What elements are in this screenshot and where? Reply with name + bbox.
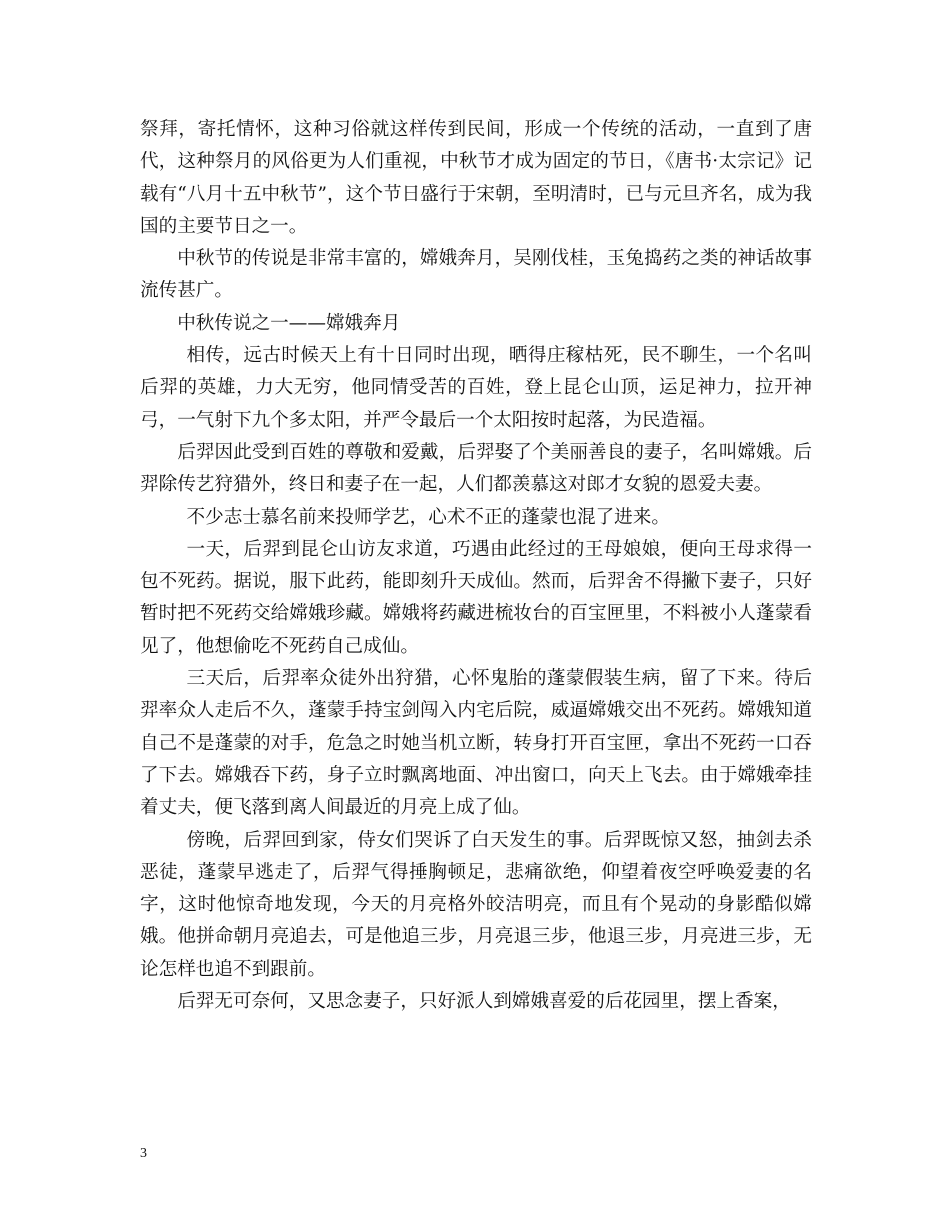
paragraph-continuation: 祭拜，寄托情怀，这种习俗就这样传到民间，形成一个传统的活动，一直到了唐代，这种祭月的风俗更为人们重视，中秋节才成为固定的节日，《唐书·太宗记》记载有“八月十五中秋节”，这个节日盛行于宋朝，至明清时，已与元旦齐名，成为我国的主要节日之一。 <box>140 119 812 237</box>
document-body <box>140 114 812 1018</box>
section-heading: 中秋传说之一——嫦娥奔月 <box>177 312 401 334</box>
page-number: 3 <box>140 1146 147 1161</box>
paragraph-change-flies: 三天后，后羿率众徒外出狩猎，心怀鬼胎的蓬蒙假装生病，留了下来。待后羿率众人走后不久，蓬蒙手持宝剑闯入内宅后院，威逼嫦娥交出不死药。嫦娥知道自己不是蓬蒙的对手，危急之时她当机立断，转身打开百宝匣，拿出不死药一口吞了下去。嫦娥吞下药，身子立时飘离地面、冲出窗口，向天上飞去。由于嫦娥牵挂着丈夫，便飞落到离人间最近的月亮上成了仙。 <box>140 668 812 819</box>
paragraph-incense-table: 后羿无可奈何，又思念妻子，只好派人到嫦娥喜爱的后花园里，摆上香案， <box>177 991 791 1013</box>
paragraph-pengmeng-joins: 不少志士慕名前来投师学艺，心术不正的蓬蒙也混了进来。 <box>186 506 670 528</box>
paragraph-ten-suns: 相传，远古时候天上有十日同时出现，晒得庄稼枯死，民不聊生，一个名叫后羿的英雄，力大无穷，他同情受苦的百姓，登上昆仑山顶，运足神力，拉开神弓，一气射下九个多太阳，并严令最后一个太阳按时起落，为民造福。 <box>140 345 812 431</box>
paragraph-legends-intro: 中秋节的传说是非常丰富的，嫦娥奔月，吴刚伐桂，玉兔捣药之类的神话故事流传甚广。 <box>140 248 812 302</box>
paragraph-houyi-marriage: 后羿因此受到百姓的尊敬和爱戴，后羿娶了个美丽善良的妻子，名叫嫦娥。后羿除传艺狩猎外，终日和妻子在一起，人们都羡慕这对郎才女貌的恩爱夫妻。 <box>140 441 812 496</box>
paragraph-houyi-chases-moon: 傍晚，后羿回到家，侍女们哭诉了白天发生的事。后羿既惊又怒，抽剑去杀恶徒，蓬蒙早逃走了，后羿气得捶胸顿足，悲痛欲绝，仰望着夜空呼唤爱妻的名字，这时他惊奇地发现，今天的月亮格外皎洁明亮，而且有个晃动的身影酷似嫦娥。他拼命朝月亮追去，可是他追三步，月亮退三步，他退三步，月亮进三步，无论怎样也追不到跟前。 <box>140 829 812 980</box>
paragraph-elixir: 一天，后羿到昆仑山访友求道，巧遇由此经过的王母娘娘，便向王母求得一包不死药。据说，服下此药，能即刻升天成仙。然而，后羿舍不得撇下妻子，只好暂时把不死药交给嫦娥珍藏。嫦娥将药藏进梳妆台的百宝匣里，不料被小人蓬蒙看见了，他想偷吃不死药自己成仙。 <box>140 538 812 657</box>
